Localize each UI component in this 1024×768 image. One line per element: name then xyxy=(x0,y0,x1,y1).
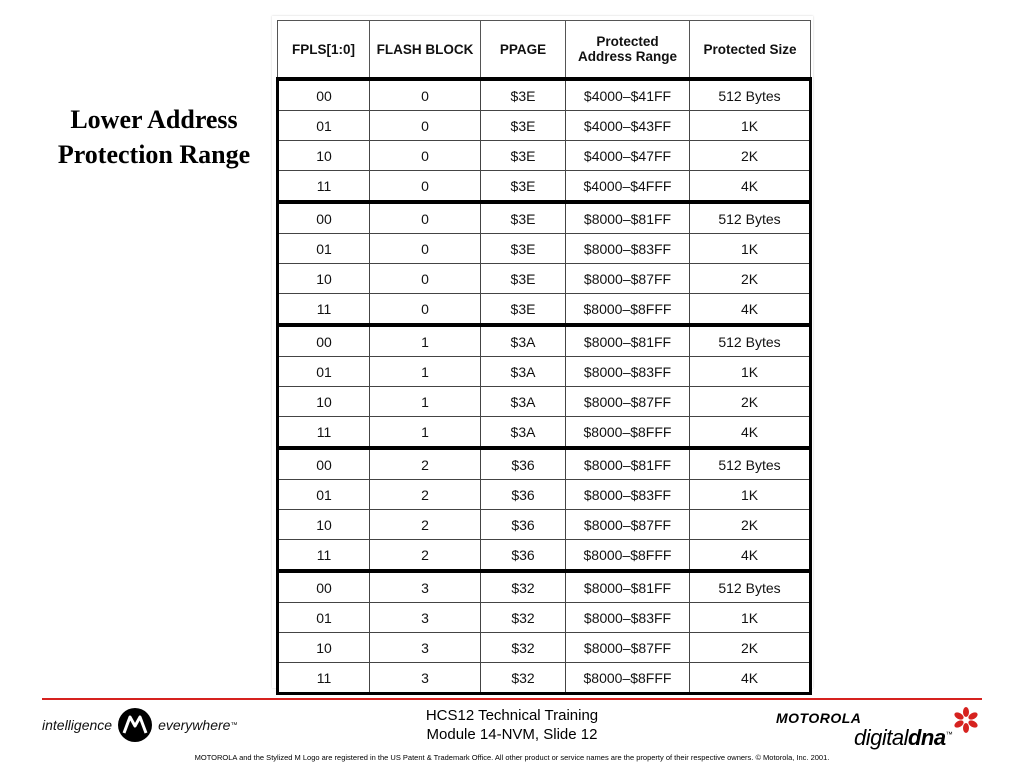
cell-fpls: 11 xyxy=(278,171,370,203)
cell-fpls: 01 xyxy=(278,357,370,387)
cell-flash-block: 1 xyxy=(370,417,481,449)
table-row xyxy=(278,79,811,111)
footer-brand xyxy=(776,707,982,753)
cell-fpls: 00 xyxy=(278,325,370,357)
cell-fpls: 10 xyxy=(278,633,370,663)
cell-flash-block: 0 xyxy=(370,294,481,326)
cell-protected-size: 4K xyxy=(690,417,811,449)
cell-ppage: $36 xyxy=(481,540,566,572)
protection-table-panel xyxy=(272,16,813,688)
cell-ppage: $3E xyxy=(481,264,566,294)
cell-ppage: $3E xyxy=(481,79,566,111)
cell-fpls: 10 xyxy=(278,264,370,294)
cell-address-range: $8000–$8FFF xyxy=(566,417,690,449)
table-row xyxy=(278,234,811,264)
header-protected-size: Protected Size xyxy=(690,21,811,80)
tagline-everywhere: everywhere xyxy=(158,717,231,733)
cell-protected-size: 512 Bytes xyxy=(690,448,811,480)
cell-ppage: $3E xyxy=(481,111,566,141)
cell-ppage: $3A xyxy=(481,357,566,387)
cell-ppage: $36 xyxy=(481,480,566,510)
legal-notice: MOTOROLA and the Stylized M Logo are registered in the US Patent & Trademark Office. All other product or service names are the property of their respective owners. © Motorola, Inc. 2001. xyxy=(194,753,830,762)
cell-fpls: 11 xyxy=(278,540,370,572)
cell-address-range: $8000–$81FF xyxy=(566,448,690,480)
slide-title-line-1: Lower Address xyxy=(70,105,238,134)
cell-address-range: $8000–$87FF xyxy=(566,264,690,294)
table-row xyxy=(278,202,811,234)
cell-address-range: $8000–$81FF xyxy=(566,571,690,603)
cell-flash-block: 3 xyxy=(370,633,481,663)
cell-flash-block: 2 xyxy=(370,510,481,540)
cell-protected-size: 1K xyxy=(690,480,811,510)
cell-address-range: $8000–$81FF xyxy=(566,325,690,357)
table-row xyxy=(278,571,811,603)
cell-protected-size: 512 Bytes xyxy=(690,571,811,603)
cell-address-range: $8000–$87FF xyxy=(566,633,690,663)
cell-flash-block: 0 xyxy=(370,171,481,203)
header-flash-block: FLASH BLOCK xyxy=(370,21,481,80)
cell-flash-block: 0 xyxy=(370,264,481,294)
cell-protected-size: 1K xyxy=(690,603,811,633)
cell-flash-block: 0 xyxy=(370,79,481,111)
cell-flash-block: 1 xyxy=(370,325,481,357)
tagline-trademark: ™ xyxy=(230,721,238,729)
cell-ppage: $32 xyxy=(481,663,566,694)
header-fpls: FPLS[1:0] xyxy=(278,21,370,80)
cell-address-range: $8000–$81FF xyxy=(566,202,690,234)
cell-flash-block: 1 xyxy=(370,357,481,387)
cell-protected-size: 2K xyxy=(690,387,811,417)
cell-fpls: 11 xyxy=(278,663,370,694)
cell-fpls: 01 xyxy=(278,234,370,264)
cell-fpls: 01 xyxy=(278,480,370,510)
cell-ppage: $36 xyxy=(481,510,566,540)
cell-fpls: 10 xyxy=(278,387,370,417)
cell-ppage: $3E xyxy=(481,141,566,171)
table-row xyxy=(278,111,811,141)
cell-fpls: 00 xyxy=(278,202,370,234)
footer-course: HCS12 Technical Training xyxy=(425,707,599,724)
cell-address-range: $8000–$8FFF xyxy=(566,540,690,572)
motorola-wordmark: MOTOROLA xyxy=(776,710,862,726)
slide-title-line-2: Protection Range xyxy=(57,140,251,169)
cell-ppage: $36 xyxy=(481,448,566,480)
cell-flash-block: 2 xyxy=(370,480,481,510)
cell-fpls: 11 xyxy=(278,417,370,449)
cell-protected-size: 2K xyxy=(690,633,811,663)
table-body xyxy=(278,79,811,694)
cell-protected-size: 1K xyxy=(690,234,811,264)
table-row xyxy=(278,325,811,357)
footer-module: Module 14-NVM, Slide 12 xyxy=(426,726,598,743)
cell-fpls: 01 xyxy=(278,603,370,633)
footer-slide-info xyxy=(352,706,672,744)
cell-protected-size: 4K xyxy=(690,294,811,326)
cell-fpls: 00 xyxy=(278,571,370,603)
protection-table xyxy=(276,20,812,695)
cell-protected-size: 2K xyxy=(690,510,811,540)
cell-fpls: 00 xyxy=(278,79,370,111)
motorola-m-logo-icon xyxy=(118,708,152,742)
cell-address-range: $8000–$8FFF xyxy=(566,663,690,694)
table-row xyxy=(278,417,811,449)
cell-protected-size: 512 Bytes xyxy=(690,79,811,111)
cell-ppage: $3E xyxy=(481,171,566,203)
cell-address-range: $4000–$43FF xyxy=(566,111,690,141)
cell-protected-size: 1K xyxy=(690,111,811,141)
table-row xyxy=(278,480,811,510)
cell-protected-size: 2K xyxy=(690,141,811,171)
cell-flash-block: 0 xyxy=(370,141,481,171)
cell-address-range: $4000–$47FF xyxy=(566,141,690,171)
cell-flash-block: 0 xyxy=(370,202,481,234)
cell-address-range: $8000–$83FF xyxy=(566,357,690,387)
digital-dna-wordmark xyxy=(854,725,952,751)
digital-dna-icon xyxy=(954,707,978,733)
table-row xyxy=(278,510,811,540)
table-row xyxy=(278,663,811,694)
cell-fpls: 10 xyxy=(278,510,370,540)
cell-flash-block: 2 xyxy=(370,540,481,572)
cell-ppage: $32 xyxy=(481,633,566,663)
cell-ppage: $32 xyxy=(481,603,566,633)
table-row xyxy=(278,387,811,417)
cell-protected-size: 2K xyxy=(690,264,811,294)
cell-flash-block: 2 xyxy=(370,448,481,480)
cell-address-range: $8000–$8FFF xyxy=(566,294,690,326)
table-row xyxy=(278,294,811,326)
cell-protected-size: 4K xyxy=(690,171,811,203)
cell-flash-block: 3 xyxy=(370,603,481,633)
cell-ppage: $3E xyxy=(481,234,566,264)
table-row xyxy=(278,171,811,203)
cell-address-range: $8000–$83FF xyxy=(566,480,690,510)
cell-address-range: $8000–$87FF xyxy=(566,387,690,417)
cell-ppage: $3A xyxy=(481,325,566,357)
cell-ppage: $3E xyxy=(481,294,566,326)
cell-address-range: $8000–$87FF xyxy=(566,510,690,540)
cell-protected-size: 512 Bytes xyxy=(690,202,811,234)
header-ppage: PPAGE xyxy=(481,21,566,80)
table-row xyxy=(278,633,811,663)
cell-ppage: $3A xyxy=(481,417,566,449)
cell-flash-block: 3 xyxy=(370,663,481,694)
footer-tagline xyxy=(42,708,237,742)
table-row xyxy=(278,357,811,387)
cell-protected-size: 512 Bytes xyxy=(690,325,811,357)
cell-flash-block: 1 xyxy=(370,387,481,417)
cell-address-range: $8000–$83FF xyxy=(566,603,690,633)
digital-dna-prefix: digital xyxy=(854,725,908,750)
cell-address-range: $4000–$41FF xyxy=(566,79,690,111)
cell-fpls: 00 xyxy=(278,448,370,480)
tagline-intelligence: intelligence xyxy=(42,717,113,733)
cell-ppage: $3E xyxy=(481,202,566,234)
table-row xyxy=(278,540,811,572)
cell-ppage: $32 xyxy=(481,571,566,603)
table-header-row xyxy=(278,21,811,80)
cell-flash-block: 0 xyxy=(370,111,481,141)
cell-flash-block: 0 xyxy=(370,234,481,264)
cell-ppage: $3A xyxy=(481,387,566,417)
cell-fpls: 01 xyxy=(278,111,370,141)
table-row xyxy=(278,264,811,294)
table-row xyxy=(278,603,811,633)
cell-flash-block: 3 xyxy=(370,571,481,603)
footer-divider xyxy=(42,698,982,700)
digital-dna-trademark: ™ xyxy=(945,731,953,739)
cell-protected-size: 1K xyxy=(690,357,811,387)
cell-address-range: $4000–$4FFF xyxy=(566,171,690,203)
table-row xyxy=(278,448,811,480)
table-row xyxy=(278,141,811,171)
cell-protected-size: 4K xyxy=(690,540,811,572)
cell-protected-size: 4K xyxy=(690,663,811,694)
header-protected-address-range: Protected Address Range xyxy=(566,21,690,80)
slide-title xyxy=(36,102,272,172)
cell-address-range: $8000–$83FF xyxy=(566,234,690,264)
digital-dna-suffix: dna xyxy=(907,725,946,750)
cell-fpls: 11 xyxy=(278,294,370,326)
cell-fpls: 10 xyxy=(278,141,370,171)
